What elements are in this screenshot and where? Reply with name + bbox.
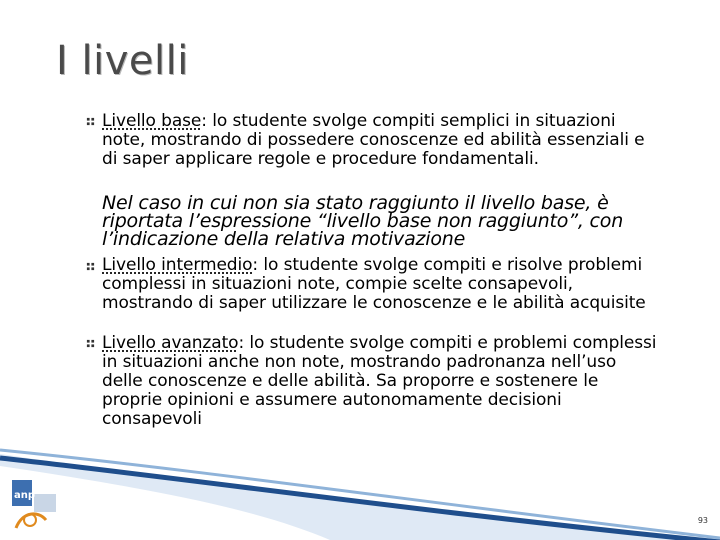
- decorative-wave: [0, 440, 720, 540]
- level-term: Livello avanzato: [102, 333, 239, 353]
- svg-text:anp: anp: [14, 490, 36, 501]
- diamond-bullet-icon: [86, 262, 95, 271]
- level-base-item: [102, 112, 662, 169]
- slide-title: I livelli: [56, 38, 189, 84]
- diamond-bullet-icon: [86, 117, 95, 126]
- note-paragraph: Nel caso in cui non sia stato raggiunto il livello base, è riportata l’espressione “livello base non raggiunto”, con l’indicazione della relativa motivazione: [102, 192, 624, 250]
- page-number: 93: [697, 516, 708, 525]
- diamond-bullet-icon: [86, 339, 95, 348]
- level-term: Livello intermedio: [102, 255, 253, 275]
- level-term: Livello base: [102, 111, 202, 131]
- level-intermediate-item: [102, 256, 662, 313]
- level-description: : lo studente svolge compiti semplici in situazioni note, mostrando di possedere conoscenze ed abilità essenziali e di saper applicare regole e procedure fondamentali.: [102, 111, 645, 169]
- level-description: : lo studente svolge compiti e risolve problemi complessi in situazioni note, compie scelte consapevoli, mostrando di saper utilizzare le conoscenze e le abilità acquisite: [102, 255, 646, 313]
- level-description: : lo studente svolge compiti e problemi complessi in situazioni anche non note, mostrando padronanza nell’uso delle conoscenze e delle abilità. Sa proporre e sostenere le proprie opinioni e assumere autonomamente decisioni consapevoli: [102, 333, 657, 429]
- level-advanced-item: [102, 334, 662, 429]
- anp-logo: [8, 474, 64, 534]
